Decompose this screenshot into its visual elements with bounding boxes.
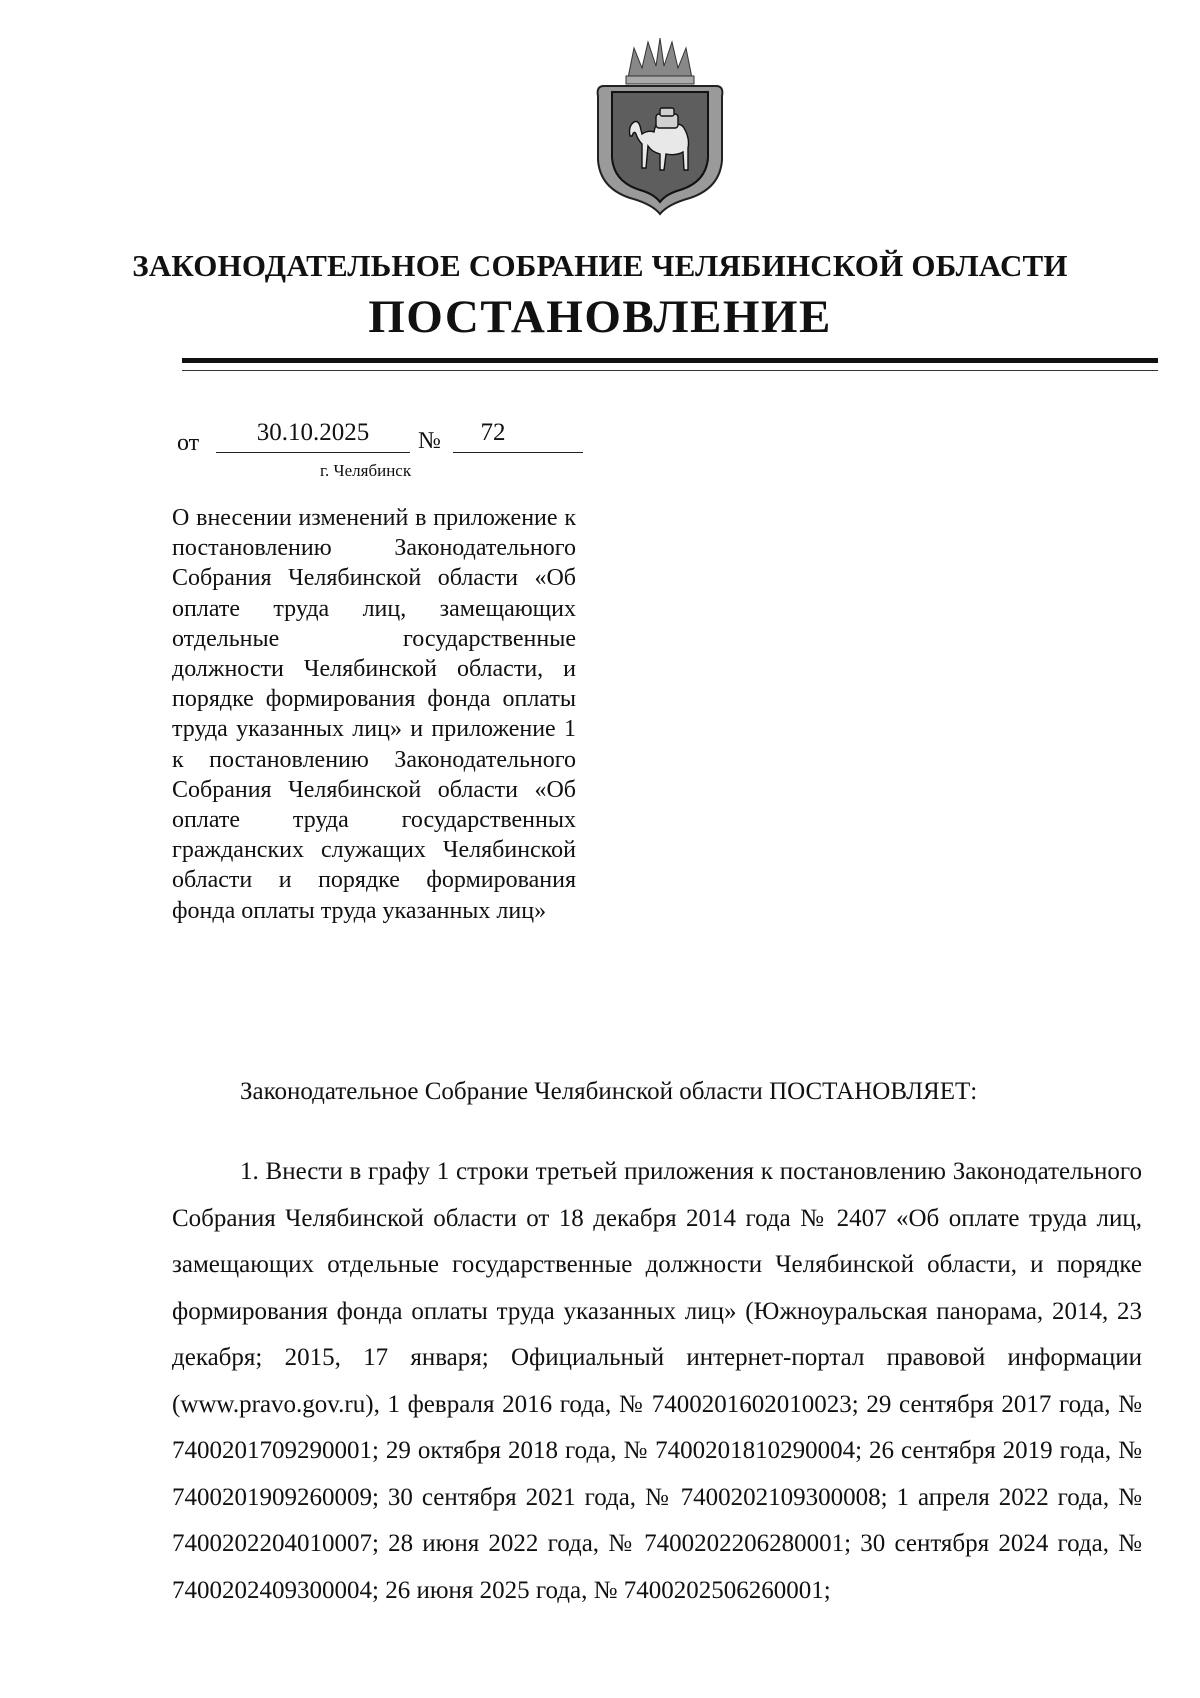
header-divider-thin (182, 370, 1158, 371)
document-subject: О внесении изменений в приложение к постановлению Законодательного Собрания Челябинской области «Об оплате труда лиц, замещающих отдельные государственные должности Челябинской области, и порядке формирования фонда оплаты труда указанных лиц» и приложение 1 к постановлению Законодательного Собрания Челябинской области «Об оплате труда государственных гражданских служащих Челябинской области и порядке формирования фонда оплаты труда указанных лиц» (172, 505, 576, 924)
date-from-label: от (177, 430, 200, 456)
header-divider-thick (182, 358, 1158, 363)
number-underline (453, 452, 583, 453)
document-number: 72 (480, 419, 506, 446)
date-underline (216, 452, 410, 453)
city-label: г. Челябинск (320, 461, 412, 480)
coat-of-arms-icon (590, 38, 730, 216)
preamble-text: Законодательное Собрание Челябинской области ПОСТАНОВЛЯЕТ: (240, 1078, 978, 1105)
document-type-title: ПОСТАНОВЛЕНИЕ (368, 291, 832, 343)
paragraph-1: 1. Внести в графу 1 строки третьей приложения к постановлению Законодательного Собрания Челябинской области от 18 декабря 2014 года № 2407 «Об оплате труда лиц, замещающих отдельные государственные должности Челябинской области, и порядке формирования фонда оплаты труда указанных лиц» (Южноуральская панорама, 2014, 23 декабря; 2015, 17 января; Официальный интернет-портал правовой информации (www.pravo.gov.ru), 1 февраля 2016 года, № 7400201602010023; 29 сентября 2017 года, № 7400201709290001; 29 октября 2018 года, № 7400201810290004; 26 сентября 2019 года, № 7400201909260009; 30 сентября 2021 года, № 7400202109300008; 1 апреля 2022 года, № 7400202204010007; 28 июня 2022 года, № 7400202206280001; 30 сентября 2024 года, № 7400202409300004; 26 июня 2025 года, № 7400202506260001; (172, 1158, 1142, 1604)
organization-title: ЗАКОНОДАТЕЛЬНОЕ СОБРАНИЕ ЧЕЛЯБИНСКОЙ ОБЛАСТИ (132, 248, 1068, 283)
document-date: 30.10.2025 (256, 419, 370, 446)
number-label: № (418, 428, 441, 454)
